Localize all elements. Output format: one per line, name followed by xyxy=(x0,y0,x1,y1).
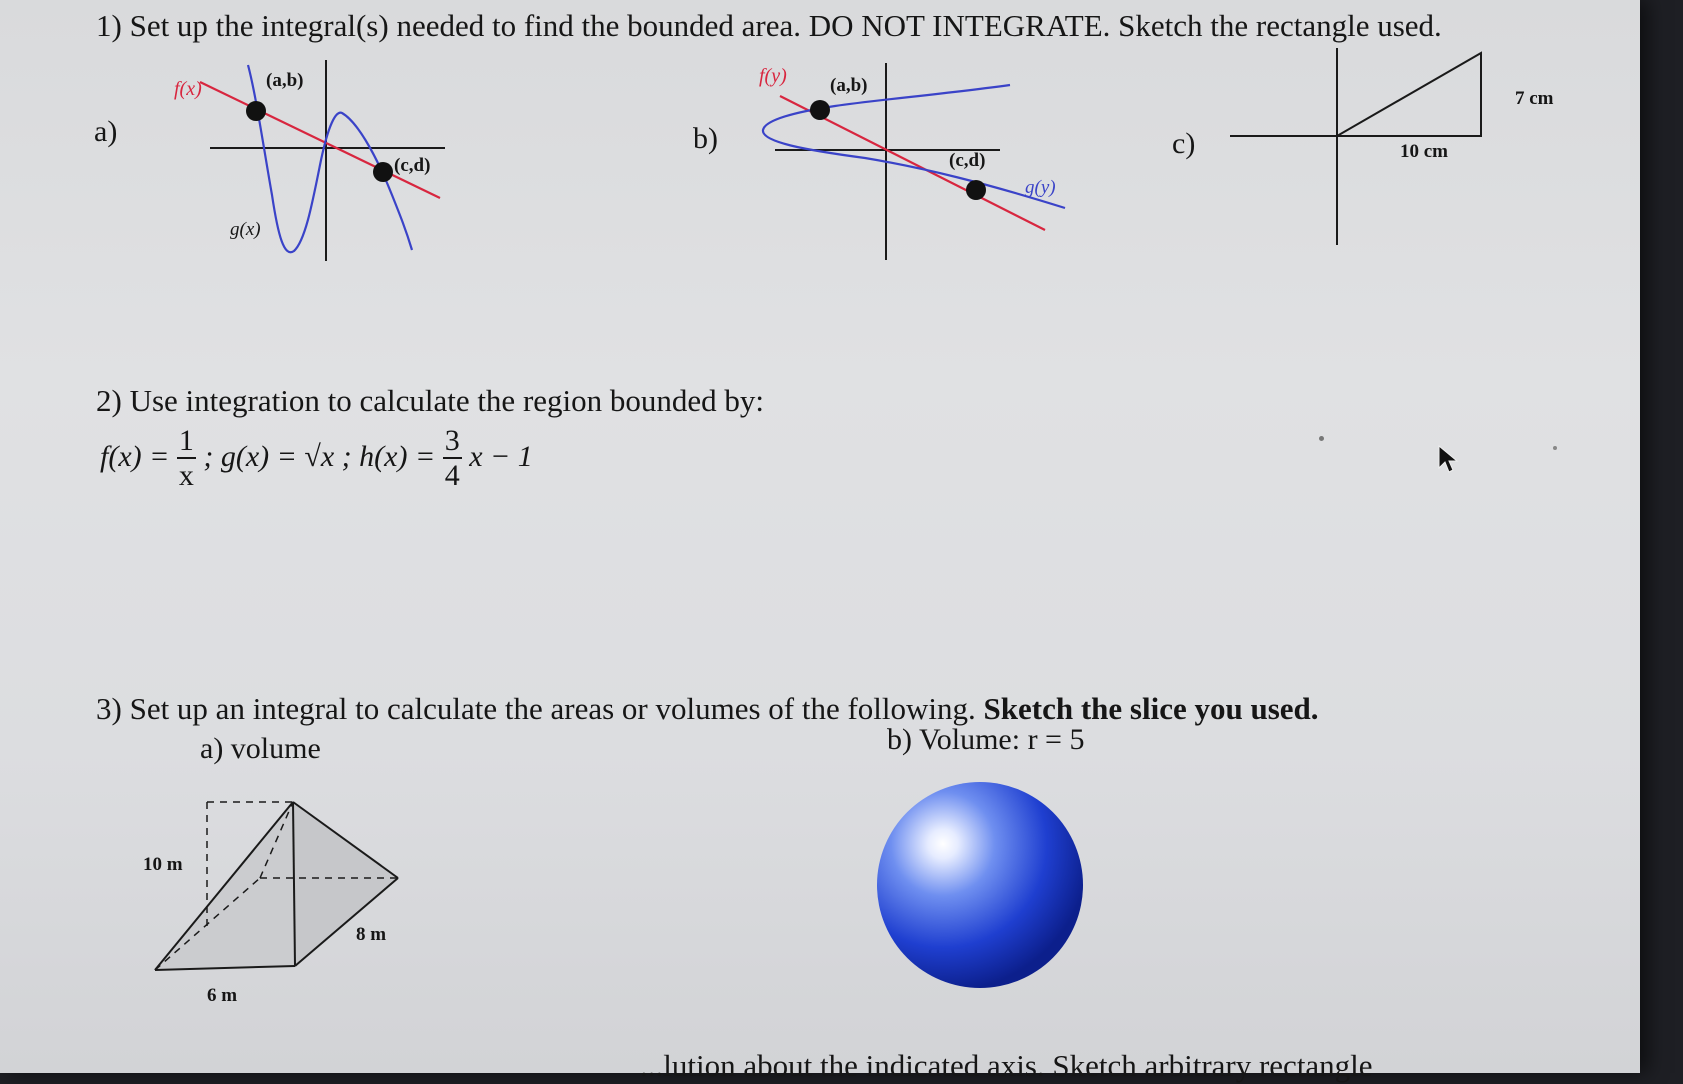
graph-c-height-label: 7 cm xyxy=(1515,88,1554,109)
paper-speck xyxy=(1319,436,1324,441)
graph-b-f-label: f(y) xyxy=(759,65,787,87)
graph-b-ab-label: (a,b) xyxy=(830,75,868,96)
q1c-label: c) xyxy=(1172,127,1196,160)
q3-title-plain: 3) Set up an integral to calculate the areas or volumes of the following. xyxy=(96,691,976,726)
pyramid-figure xyxy=(135,790,415,1015)
graph-b-g-curve xyxy=(763,85,1065,208)
paper-speck xyxy=(1553,446,1557,450)
q2-f-numerator: 1 xyxy=(178,424,194,457)
graph-c-width-label: 10 cm xyxy=(1400,141,1449,162)
sphere-figure xyxy=(870,775,1090,995)
q3-title-bold: Sketch the slice you used. xyxy=(983,691,1319,726)
q1b-label: b) xyxy=(693,122,718,155)
q2-g-part: ; g(x) = √x ; h(x) = xyxy=(203,439,436,473)
q4-partial-text: ...lution about the indicated axis. Sketch arbitrary rectangle xyxy=(640,1048,1373,1083)
q2-h-fraction xyxy=(443,425,462,493)
graph-b-g-label: g(y) xyxy=(1025,177,1056,198)
q2-h-numerator: 3 xyxy=(444,424,460,457)
pyramid-base-label: 6 m xyxy=(207,985,238,1006)
pyramid-height-label: 10 m xyxy=(143,854,183,875)
graph-a-point-ab xyxy=(246,101,266,121)
graph-b-cd-label: (c,d) xyxy=(949,150,986,171)
graph-a-cd-label: (c,d) xyxy=(394,155,431,176)
q2-f-fraction xyxy=(177,425,196,493)
q3a-label: a) volume xyxy=(200,732,321,765)
q2-f-denominator: x xyxy=(178,459,194,492)
graph-a xyxy=(160,55,450,265)
graph-a-ab-label: (a,b) xyxy=(266,70,304,91)
graph-b-point-cd xyxy=(966,180,986,200)
graph-a-f-label: f(x) xyxy=(174,78,202,100)
q2-h-denominator: 4 xyxy=(444,459,460,492)
q1-title: 1) Set up the integral(s) needed to find the bounded area. DO NOT INTEGRATE. Sketch the rectangle used. xyxy=(96,8,1442,43)
q2-equations xyxy=(100,425,533,493)
graph-c-triangle xyxy=(1337,53,1481,136)
graph-b-point-ab xyxy=(810,100,830,120)
q3-title xyxy=(96,691,1319,727)
graph-a-f-line xyxy=(200,82,440,198)
graph-a-point-cd xyxy=(373,162,393,182)
graph-a-g-curve xyxy=(248,65,412,252)
q1a-label: a) xyxy=(94,115,118,148)
q3b-label: b) Volume: r = 5 xyxy=(887,723,1085,756)
graph-a-g-label: g(x) xyxy=(230,219,261,240)
q2-title: 2) Use integration to calculate the region bounded by: xyxy=(96,383,765,418)
sphere-shape xyxy=(877,782,1083,988)
q2-h-tail: x − 1 xyxy=(469,439,533,473)
q2-f-lhs: f(x) = xyxy=(100,439,170,473)
graph-c xyxy=(1225,45,1570,250)
mouse-pointer-icon xyxy=(1436,444,1460,476)
graph-b xyxy=(745,58,1075,268)
pyramid-depth-label: 8 m xyxy=(356,924,387,945)
